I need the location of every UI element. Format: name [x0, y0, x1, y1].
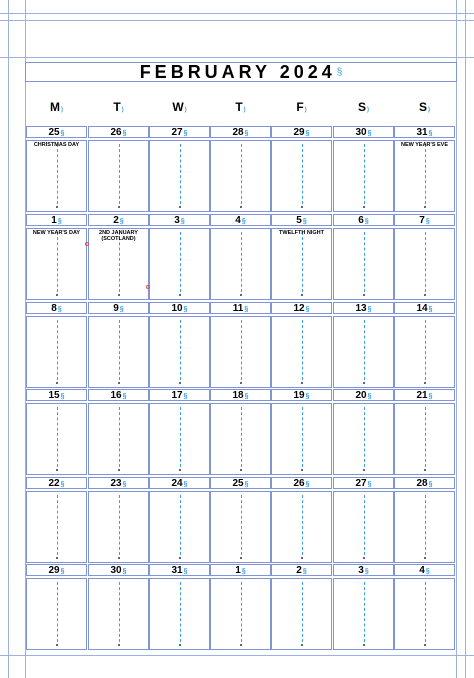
day-number-label: 7: [419, 215, 425, 226]
day-number-label: 9: [113, 303, 119, 314]
day-number: [88, 564, 149, 576]
day-number: [394, 389, 455, 401]
dashed-guide: [180, 144, 181, 204]
cell-marker-dot: [424, 206, 426, 208]
paragraph-mark-icon: §: [305, 481, 310, 488]
day-number: [394, 302, 455, 314]
paragraph-mark-icon: ): [121, 107, 124, 113]
dashed-guide: [364, 320, 365, 380]
cell-marker-dot: [301, 557, 303, 559]
day-number-label: 22: [48, 478, 60, 489]
paragraph-mark-icon: §: [180, 218, 185, 225]
paragraph-mark-icon: §: [244, 306, 249, 313]
day-number: [26, 214, 87, 226]
weekday-label: W: [172, 100, 184, 114]
dashed-guide: [364, 144, 365, 204]
paragraph-mark-icon: §: [305, 306, 310, 313]
dashed-guide: [364, 407, 365, 467]
cell-marker-dot: [301, 644, 303, 646]
cell-marker-dot: [179, 382, 181, 384]
paragraph-mark-icon: §: [425, 568, 430, 575]
cell-marker-dot: [56, 294, 58, 296]
paragraph-mark-icon: §: [60, 568, 65, 575]
dashed-guide: [364, 495, 365, 555]
holiday-text: CHRISTMAS DAY: [33, 142, 80, 148]
day-number-label: 5: [296, 215, 302, 226]
cell-marker-dot: [301, 206, 303, 208]
dashed-guide: [241, 582, 242, 642]
anchor-marker-icon: [146, 285, 150, 289]
weekday-label: F: [296, 100, 304, 114]
cell-marker-dot: [179, 557, 181, 559]
day-number-label: 12: [293, 303, 305, 314]
holiday-label: [273, 230, 330, 236]
weekday-label: T: [235, 100, 243, 114]
dashed-guide: [302, 320, 303, 380]
day-number-label: 30: [355, 127, 367, 138]
paragraph-mark-icon: §: [183, 130, 188, 137]
day-number-label: 23: [110, 478, 122, 489]
paragraph-mark-icon: §: [428, 130, 433, 137]
weekday-header: [149, 100, 210, 114]
dashed-guide: [119, 320, 120, 380]
dashed-guide: [241, 407, 242, 467]
dashed-guide: [241, 144, 242, 204]
cell-marker-dot: [118, 469, 120, 471]
day-number: [26, 126, 87, 138]
day-number: [394, 126, 455, 138]
cell-marker-dot: [363, 469, 365, 471]
paragraph-mark-icon: §: [60, 130, 65, 137]
page-title: FEBRUARY 2024: [139, 61, 336, 82]
day-number: [149, 126, 210, 138]
dashed-guide: [57, 232, 58, 292]
guide-line: [456, 0, 457, 678]
day-number-label: 2: [113, 215, 119, 226]
day-number-label: 18: [232, 390, 244, 401]
day-number-label: 16: [110, 390, 122, 401]
paragraph-mark-icon: §: [305, 130, 310, 137]
day-number: [271, 477, 332, 489]
day-number-label: 17: [171, 390, 183, 401]
paragraph-mark-icon: ): [428, 107, 430, 113]
day-number-label: 2: [296, 565, 302, 576]
day-number-label: 31: [416, 127, 428, 138]
dashed-guide: [425, 582, 426, 642]
paragraph-mark-icon: §: [364, 218, 369, 225]
paragraph-mark-icon: §: [367, 130, 372, 137]
paragraph-mark-icon: §: [122, 481, 127, 488]
dashed-guide: [119, 144, 120, 204]
day-number: [88, 214, 149, 226]
day-number-label: 14: [416, 303, 428, 314]
day-number: [271, 389, 332, 401]
cell-marker-dot: [56, 382, 58, 384]
cell-marker-dot: [56, 644, 58, 646]
cell-marker-dot: [363, 644, 365, 646]
day-number-label: 25: [48, 127, 60, 138]
day-number-label: 27: [171, 127, 183, 138]
dashed-guide: [241, 320, 242, 380]
paragraph-mark-icon: §: [241, 568, 246, 575]
weekday-label: S: [418, 100, 427, 114]
cell-marker-dot: [363, 294, 365, 296]
paragraph-mark-icon: §: [122, 393, 127, 400]
day-number-label: 28: [232, 127, 244, 138]
paragraph-mark-icon: §: [241, 218, 246, 225]
day-number: [88, 477, 149, 489]
cell-marker-dot: [56, 206, 58, 208]
cell-marker-dot: [240, 644, 242, 646]
dashed-guide: [180, 320, 181, 380]
dashed-guide: [302, 232, 303, 292]
day-number: [149, 214, 210, 226]
day-number: [210, 214, 271, 226]
paragraph-mark-icon: §: [122, 568, 127, 575]
dashed-guide: [57, 320, 58, 380]
cell-marker-dot: [118, 206, 120, 208]
day-number: [210, 389, 271, 401]
weekday-label: M: [50, 100, 60, 114]
paragraph-mark-icon: §: [122, 130, 127, 137]
cell-marker-dot: [363, 557, 365, 559]
day-number: [26, 302, 87, 314]
day-number-label: 25: [232, 478, 244, 489]
day-number-label: 29: [48, 565, 60, 576]
paragraph-mark-icon: §: [119, 218, 124, 225]
day-number-label: 29: [293, 127, 305, 138]
dashed-guide: [425, 232, 426, 292]
holiday-text: (SCOTLAND): [101, 236, 136, 242]
holiday-text: TWELFTH NIGHT: [279, 230, 324, 236]
guide-line: [0, 57, 474, 58]
day-number: [149, 389, 210, 401]
day-number-label: 11: [232, 303, 244, 314]
dashed-guide: [302, 407, 303, 467]
day-number: [210, 126, 271, 138]
paragraph-mark-icon: ): [61, 107, 63, 113]
day-number: [394, 477, 455, 489]
dashed-guide: [57, 495, 58, 555]
weekday-label: S: [357, 100, 366, 114]
day-number-label: 30: [110, 565, 122, 576]
holiday-text: NEW YEAR'S EVE: [400, 142, 449, 148]
dashed-guide: [119, 407, 120, 467]
day-number: [26, 477, 87, 489]
day-number: [333, 564, 394, 576]
dashed-guide: [180, 495, 181, 555]
paragraph-mark-icon: §: [367, 393, 372, 400]
cell-marker-dot: [301, 382, 303, 384]
paragraph-mark-icon: ): [184, 107, 187, 113]
day-number: [333, 214, 394, 226]
weekday-label: T: [113, 100, 121, 114]
dashed-guide: [425, 495, 426, 555]
dashed-guide: [57, 407, 58, 467]
day-number-label: 31: [171, 565, 183, 576]
day-number: [271, 302, 332, 314]
day-number: [210, 477, 271, 489]
day-number-label: 26: [293, 478, 305, 489]
day-number-label: 4: [235, 215, 241, 226]
paragraph-mark-icon: §: [428, 393, 433, 400]
dashed-guide: [425, 320, 426, 380]
paragraph-mark-icon: §: [57, 218, 62, 225]
day-number-label: 1: [235, 565, 241, 576]
paragraph-mark-icon: §: [60, 393, 65, 400]
cell-marker-dot: [240, 382, 242, 384]
day-number-label: 15: [48, 390, 60, 401]
day-number-label: 4: [419, 565, 425, 576]
cell-marker-dot: [179, 644, 181, 646]
paragraph-mark-icon: ): [243, 107, 246, 113]
dashed-guide: [119, 495, 120, 555]
paragraph-mark-icon: §: [119, 306, 124, 313]
weekday-header: [271, 100, 332, 114]
dashed-guide: [180, 407, 181, 467]
month-title-box: [25, 62, 457, 82]
holiday-text: 2ND JANUARY: [99, 230, 138, 236]
paragraph-mark-icon: §: [183, 306, 188, 313]
paragraph-mark-icon: §: [183, 568, 188, 575]
dashed-guide: [241, 495, 242, 555]
day-number: [88, 126, 149, 138]
day-number-label: 26: [110, 127, 122, 138]
day-number-label: 28: [416, 478, 428, 489]
day-number: [271, 214, 332, 226]
paragraph-mark-icon: §: [428, 306, 433, 313]
weekday-header: [333, 100, 394, 114]
holiday-label: [396, 142, 453, 148]
cell-marker-dot: [363, 206, 365, 208]
paragraph-mark-icon: §: [244, 481, 249, 488]
day-number-label: 13: [355, 303, 367, 314]
cell-marker-dot: [301, 294, 303, 296]
paragraph-mark-icon: §: [428, 481, 433, 488]
holiday-label: [28, 230, 85, 236]
paragraph-mark-icon: §: [364, 568, 369, 575]
paragraph-mark-icon: §: [183, 481, 188, 488]
guide-line: [465, 0, 466, 678]
cell-marker-dot: [424, 294, 426, 296]
paragraph-mark-icon: §: [60, 481, 65, 488]
dashed-guide: [302, 144, 303, 204]
day-number: [149, 477, 210, 489]
paragraph-mark-icon: §: [57, 306, 62, 313]
day-number-label: 19: [293, 390, 305, 401]
paragraph-mark-icon: §: [336, 66, 343, 78]
day-number: [88, 389, 149, 401]
day-number-label: 6: [358, 215, 364, 226]
holiday-text: NEW YEAR'S DAY: [32, 230, 81, 236]
cell-marker-dot: [240, 294, 242, 296]
paragraph-mark-icon: ): [367, 107, 369, 113]
cell-marker-dot: [301, 469, 303, 471]
day-number-label: 3: [358, 565, 364, 576]
day-number: [149, 302, 210, 314]
dashed-guide: [364, 232, 365, 292]
guide-line: [0, 20, 474, 21]
dashed-guide: [180, 582, 181, 642]
cell-marker-dot: [118, 294, 120, 296]
paragraph-mark-icon: §: [244, 393, 249, 400]
dashed-guide: [119, 582, 120, 642]
cell-marker-dot: [179, 206, 181, 208]
day-number: [333, 389, 394, 401]
holiday-label: [28, 142, 85, 148]
day-number-label: 1: [51, 215, 57, 226]
day-number-label: 20: [355, 390, 367, 401]
dashed-guide: [302, 582, 303, 642]
cell-marker-dot: [118, 557, 120, 559]
weekday-header: [88, 100, 149, 114]
day-number: [333, 126, 394, 138]
day-number-label: 3: [174, 215, 180, 226]
paragraph-mark-icon: §: [302, 218, 307, 225]
dashed-guide: [57, 582, 58, 642]
day-number: [210, 564, 271, 576]
day-number: [394, 564, 455, 576]
weekday-header: [394, 100, 455, 114]
dashed-guide: [425, 144, 426, 204]
paragraph-mark-icon: §: [183, 393, 188, 400]
day-number: [271, 564, 332, 576]
cell-marker-dot: [363, 382, 365, 384]
cell-marker-dot: [424, 469, 426, 471]
weekday-header: [26, 100, 87, 114]
dashed-guide: [180, 232, 181, 292]
cell-marker-dot: [56, 557, 58, 559]
cell-marker-dot: [424, 557, 426, 559]
day-number: [394, 214, 455, 226]
guide-line: [0, 655, 474, 656]
dashed-guide: [241, 232, 242, 292]
cell-marker-dot: [179, 469, 181, 471]
dashed-guide: [57, 144, 58, 204]
cell-marker-dot: [118, 382, 120, 384]
day-number: [88, 302, 149, 314]
day-number-label: 24: [171, 478, 183, 489]
paragraph-mark-icon: §: [367, 481, 372, 488]
holiday-label: [90, 230, 147, 242]
day-number-label: 27: [355, 478, 367, 489]
cell-marker-dot: [424, 644, 426, 646]
cell-marker-dot: [179, 294, 181, 296]
paragraph-mark-icon: §: [305, 393, 310, 400]
paragraph-mark-icon: §: [244, 130, 249, 137]
day-number: [210, 302, 271, 314]
paragraph-mark-icon: §: [425, 218, 430, 225]
cell-marker-dot: [118, 644, 120, 646]
guide-line: [8, 0, 9, 678]
cell-marker-dot: [424, 382, 426, 384]
day-number: [26, 389, 87, 401]
cell-marker-dot: [240, 557, 242, 559]
dashed-guide: [425, 407, 426, 467]
day-number-label: 8: [51, 303, 57, 314]
day-number: [149, 564, 210, 576]
paragraph-mark-icon: ): [304, 107, 307, 113]
day-number: [26, 564, 87, 576]
paragraph-mark-icon: §: [367, 306, 372, 313]
day-number: [333, 477, 394, 489]
cell-marker-dot: [240, 206, 242, 208]
day-number-label: 21: [416, 390, 428, 401]
paragraph-mark-icon: §: [302, 568, 307, 575]
weekday-header: [210, 100, 271, 114]
dashed-guide: [364, 582, 365, 642]
day-number: [333, 302, 394, 314]
anchor-marker-icon: [85, 242, 89, 246]
day-number: [271, 126, 332, 138]
cell-marker-dot: [240, 469, 242, 471]
day-number-label: 10: [171, 303, 183, 314]
dashed-guide: [302, 495, 303, 555]
guide-line: [0, 13, 474, 14]
cell-marker-dot: [56, 469, 58, 471]
